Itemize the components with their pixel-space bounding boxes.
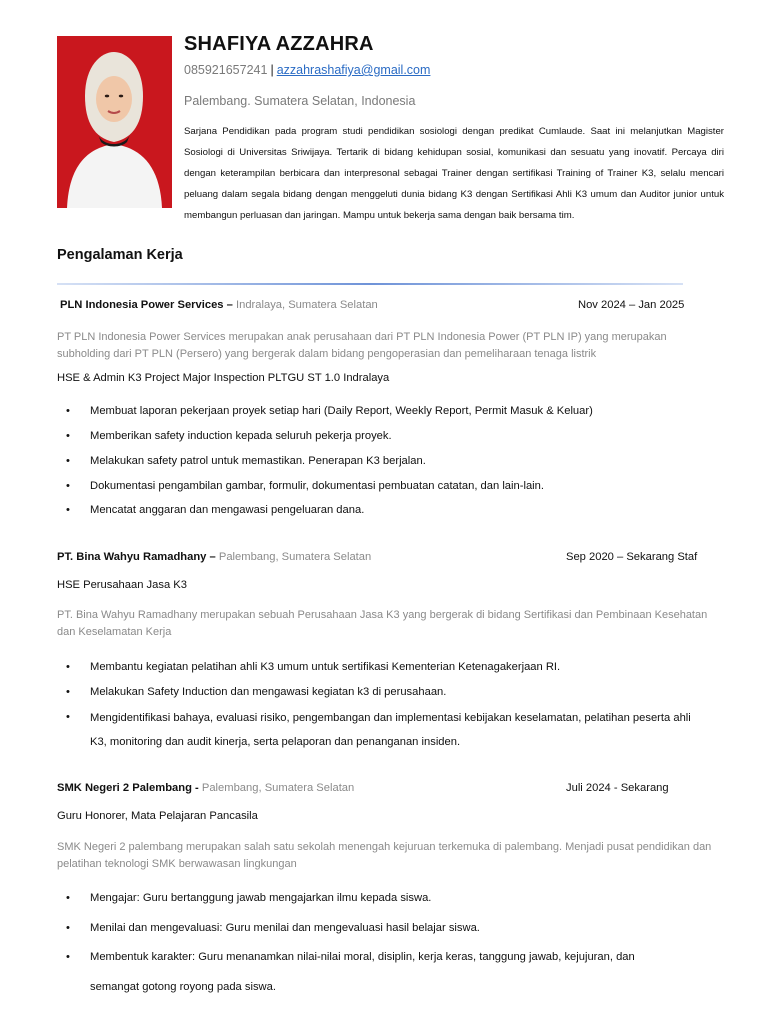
section-title-work-experience: Pengalaman Kerja <box>57 247 183 263</box>
company-description: SMK Negeri 2 palembang merupakan salah satu sekolah menengah kejuruan terkemuka di palembang. Menjadi pusat pendidikan dan pelatihan teknologi SMK berwawasan lingkungan <box>57 841 712 870</box>
bullet-icon: • <box>66 922 70 934</box>
job-period: Nov 2024 – Jan 2025 <box>578 299 685 311</box>
bullet-icon: • <box>66 661 70 673</box>
job-header-1 <box>60 299 378 311</box>
company-name: SMK Negeri 2 Palembang <box>57 782 192 794</box>
job-role: HSE & Admin K3 Project Major Inspection PLTGU ST 1.0 Indralaya <box>57 372 390 384</box>
company-dash: – <box>223 299 236 311</box>
list-item-text: Mengidentifikasi bahaya, evaluasi risiko, pengembangan dan implementasi kebijakan keselamatan, pelatihan peserta ahli K3, monitoring dan audit kinerja, serta pelaporan dan penanganan insiden. <box>90 712 691 748</box>
section-divider <box>57 283 683 285</box>
company-dash: - <box>191 782 202 794</box>
company-name: PLN Indonesia Power Services <box>60 299 224 311</box>
list-item-text: Melakukan Safety Induction dan mengawasi kegiatan k3 di perusahaan. <box>90 686 447 698</box>
contact-line <box>184 63 430 77</box>
phone-number: 085921657241 <box>184 63 268 77</box>
profile-photo <box>57 36 172 208</box>
list-item-text: Membantu kegiatan pelatihan ahli K3 umum untuk sertifikasi Kementerian Ketenagakerjaan RI. <box>90 661 561 673</box>
company-description: PT. Bina Wahyu Ramadhany merupakan sebuah Perusahaan Jasa K3 yang bergerak di bidang Sertifikasi dan Pembinaan Kesehatan dan Keselamatan Kerja <box>57 609 708 638</box>
list-item-text: Menilai dan mengevaluasi: Guru menilai dan mengevaluasi hasil belajar siswa. <box>90 922 480 934</box>
job-period: Juli 2024 - Sekarang <box>566 782 669 794</box>
profile-summary: Sarjana Pendidikan pada program studi pendidikan sosiologi dengan predikat Cumlaude. Saat ini melanjutkan Magister Sosiologi di Universitas Sriwijaya. Tertarik di bidang kehidupan sosial, komunikasi dan sesuatu yang inovatif. Percaya diri dengan keterampilan berbicara dan interpresonal sebagai Trainer dengan sertifikasi Training of Trainer K3, selalu mencari peluang dalam segala bidang dengan menggeluti dunia bidang K3 dengan Sertifikasi Ahli K3 umum dan Auditor junior untuk membangun perluasan dan jaringan. Mampu untuk bekerja sama dengan baik bersama tim. <box>184 126 724 221</box>
bullet-icon: • <box>66 430 70 442</box>
list-item-text: Mengajar: Guru bertanggung jawab mengajarkan ilmu kepada siswa. <box>90 892 432 904</box>
bullet-icon: • <box>66 951 70 963</box>
bullet-icon: • <box>66 405 70 417</box>
list-item-text: semangat gotong royong pada siswa. <box>90 981 276 993</box>
bullet-icon: • <box>66 480 70 492</box>
bullet-icon: • <box>66 711 70 723</box>
job-period: Sep 2020 – Sekarang Staf <box>566 551 698 563</box>
bullet-icon: • <box>66 686 70 698</box>
candidate-location: Palembang. Sumatera Selatan, Indonesia <box>184 94 416 108</box>
bullet-icon: • <box>66 455 70 467</box>
bullet-icon: • <box>66 892 70 904</box>
bullet-icon: • <box>66 504 70 516</box>
job-header-2 <box>57 551 371 563</box>
list-item-text: Membentuk karakter: Guru menanamkan nilai-nilai moral, disiplin, kerja keras, tanggung jawab, kejujuran, dan <box>90 951 635 963</box>
company-location: Palembang, Sumatera Selatan <box>218 551 372 563</box>
company-name: PT. Bina Wahyu Ramadhany <box>57 551 207 563</box>
email-link[interactable]: azzahrashafiya@gmail.com <box>276 63 431 77</box>
job-header-3 <box>57 782 354 794</box>
company-dash: – <box>206 551 219 563</box>
list-item-text: Mencatat anggaran dan mengawasi pengeluaran dana. <box>90 504 365 516</box>
company-description: PT PLN Indonesia Power Services merupakan anak perusahaan dari PT PLN Indonesia Power (PT PLN IP) yang merupakan subholding dari PT PLN (Persero) yang bergerak dalam bidang pengoperasian dan pemeliharaan tenaga listrik <box>57 331 667 360</box>
list-item-text: Membuat laporan pekerjaan proyek setiap hari (Daily Report, Weekly Report, Permit Masuk & Keluar) <box>90 405 593 417</box>
contact-separator: | <box>270 63 274 77</box>
company-location: Palembang, Sumatera Selatan <box>201 782 355 794</box>
list-item-text: Memberikan safety induction kepada seluruh pekerja proyek. <box>90 430 392 442</box>
company-location: Indralaya, Sumatera Selatan <box>235 299 378 311</box>
profile-photo-illustration <box>57 36 172 208</box>
list-item-text: Melakukan safety patrol untuk memastikan. Penerapan K3 berjalan. <box>90 455 426 467</box>
job-role: HSE Perusahaan Jasa K3 <box>57 579 187 591</box>
candidate-name: SHAFIYA AZZAHRA <box>184 33 374 55</box>
job-role: Guru Honorer, Mata Pelajaran Pancasila <box>57 810 258 822</box>
list-item-text: Dokumentasi pengambilan gambar, formulir, dokumentasi pembuatan catatan, dan lain-lain. <box>90 480 544 492</box>
